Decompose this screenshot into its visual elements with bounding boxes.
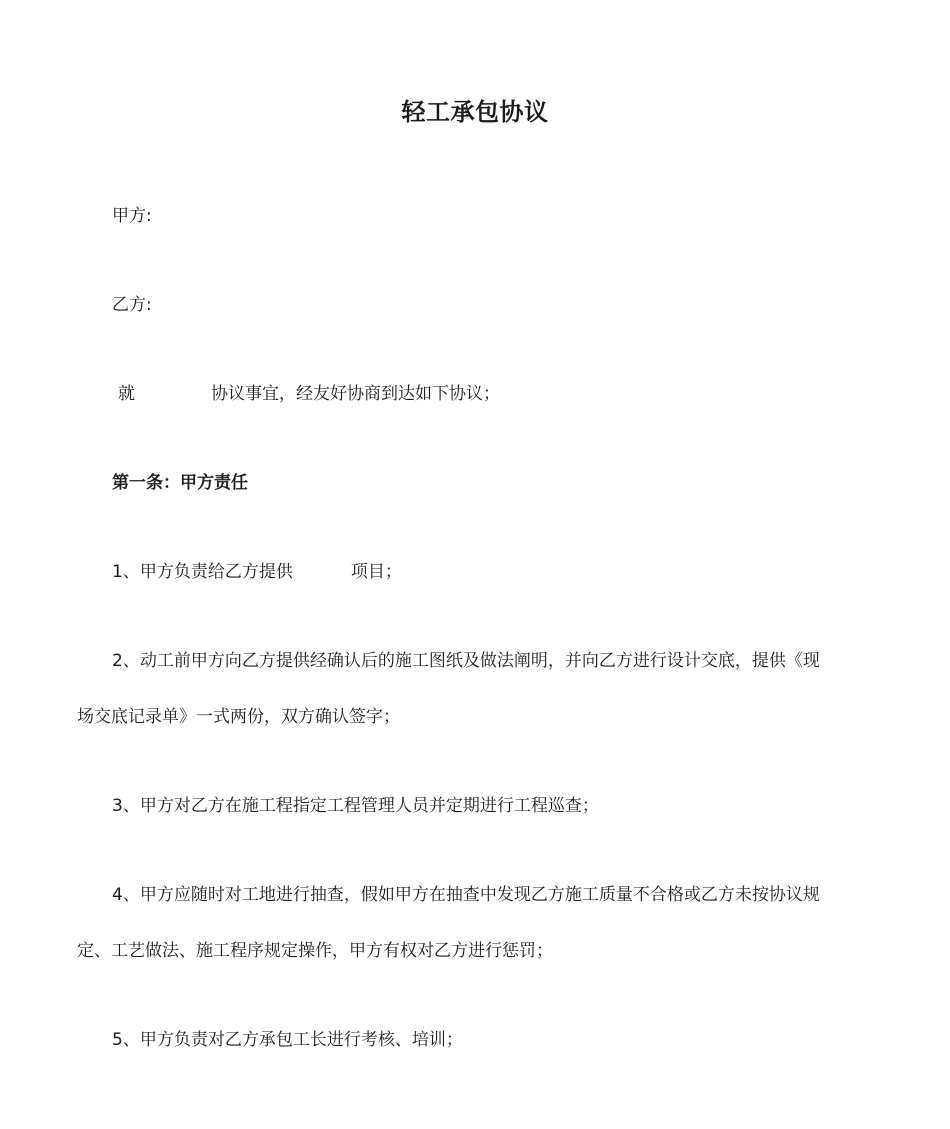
intro-line xyxy=(118,382,500,406)
intro-part1: 就 xyxy=(118,384,135,404)
party-b-label: 乙方: xyxy=(112,295,152,315)
item-1-part2: 项目； xyxy=(350,562,402,582)
item-3: 3、甲方对乙方在施工程指定工程管理人员并定期进行工程巡查； xyxy=(112,796,599,816)
item-2-line-2: 场交底记录单》一式两份，双方确认签字； xyxy=(77,707,400,727)
intro-part2: 协议事宜，经友好协商到达如下协议； xyxy=(211,384,500,404)
item-5: 5、甲方负责对乙方承包工长进行考核、培训； xyxy=(112,1030,463,1050)
party-a-label: 甲方: xyxy=(112,206,152,226)
item-1-part1: 1、甲方负责给乙方提供 xyxy=(112,562,293,582)
document-title: 轻工承包协议 xyxy=(401,98,549,126)
item-4-line-1: 4、甲方应随时对工地进行抽查，假如甲方在抽查中发现乙方施工质量不合格或乙方未按协议规 xyxy=(112,885,820,905)
item-2-line-1: 2、动工前甲方向乙方提供经确认后的施工图纸及做法阐明，并向乙方进行设计交底，提供《现 xyxy=(112,651,820,671)
article1-heading: 第一条：甲方责任 xyxy=(112,473,248,493)
item-4-line-2: 定、工艺做法、施工程序规定操作，甲方有权对乙方进行惩罚； xyxy=(77,941,553,961)
item-1 xyxy=(112,560,402,584)
